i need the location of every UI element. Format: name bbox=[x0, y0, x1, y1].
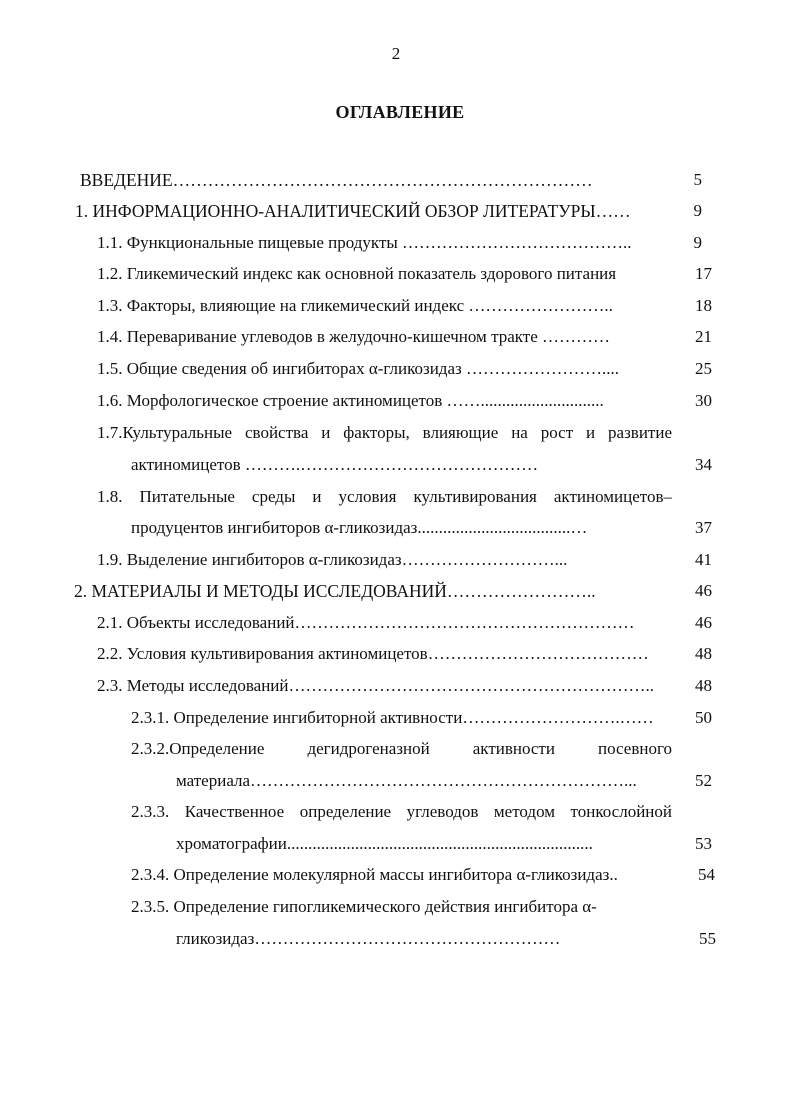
toc-leader-dots: ……….…………………………………… bbox=[240, 455, 539, 474]
toc-leader-dots: ………………………... bbox=[401, 550, 568, 569]
toc-entry-1-9 bbox=[97, 548, 672, 572]
toc-entry-2-3-3-cont bbox=[176, 832, 672, 856]
toc-entry-text: 1.4. Переваривание углеводов в желудочно-кишечном тракте bbox=[97, 327, 538, 346]
toc-entry-text-line1: 1.8. Питательные среды и условия культивирования актиномицетов– bbox=[97, 487, 672, 506]
toc-page-number: 17 bbox=[695, 264, 712, 283]
toc-page-number: 55 bbox=[699, 929, 716, 948]
toc-entry-2-3-5-cont bbox=[176, 927, 681, 951]
toc-leader-dots: ........................................................................ bbox=[286, 834, 593, 853]
toc-page-number: 5 bbox=[693, 170, 702, 189]
toc-entry-2-1 bbox=[97, 611, 672, 635]
toc-leader-dots: …………………….. bbox=[464, 296, 613, 315]
toc-entry-text: 2.3.4. Определение молекулярной массы ингибитора α-гликозидаз bbox=[131, 865, 610, 884]
toc-entry-2-3-2 bbox=[131, 737, 672, 761]
toc-entry-introduction bbox=[80, 168, 670, 192]
toc-page-number: 18 bbox=[695, 296, 712, 315]
toc-entry-1-3 bbox=[97, 294, 672, 318]
toc-entry-chapter-2 bbox=[74, 579, 672, 603]
toc-entry-text: 2. МАТЕРИАЛЫ И МЕТОДЫ ИССЛЕДОВАНИЙ bbox=[74, 581, 447, 601]
toc-leader-dots: …………………………………………………………... bbox=[250, 771, 637, 790]
toc-page-number: 52 bbox=[695, 771, 712, 790]
toc-page-number: 34 bbox=[695, 455, 712, 474]
toc-entry-text: 2.3. Методы исследований bbox=[97, 676, 289, 695]
toc-page-number: 9 bbox=[693, 233, 702, 252]
toc-entry-text: 2.3.1. Определение ингибиторной активности bbox=[131, 708, 463, 727]
toc-entry-1-4 bbox=[97, 325, 672, 349]
toc-entry-2-3-4 bbox=[131, 863, 676, 887]
toc-entry-text: 1.9. Выделение ингибиторов α-гликозидаз bbox=[97, 550, 402, 569]
toc-entry-1-8 bbox=[97, 485, 672, 509]
toc-title: ОГЛАВЛЕНИЕ bbox=[335, 102, 465, 122]
toc-entry-1-8-cont bbox=[131, 516, 671, 540]
toc-entry-text-line2: гликозидаз bbox=[176, 929, 255, 948]
toc-entry-text: 1.1. Функциональные пищевые продукты bbox=[97, 233, 398, 252]
toc-leader-dots: ………………………………… bbox=[427, 644, 649, 663]
toc-entry-text: 1.2. Гликемический индекс как основной показатель здорового питания bbox=[97, 264, 617, 283]
toc-page-number: 41 bbox=[695, 550, 712, 569]
toc-entry-text-line2: материала bbox=[176, 771, 251, 790]
toc-page-number: 48 bbox=[695, 644, 712, 663]
toc-entry-text-line2: хроматографии bbox=[176, 834, 287, 853]
toc-entry-text: 2.2. Условия культивирования актиномицетов bbox=[97, 644, 428, 663]
page-number: 2 bbox=[391, 44, 401, 63]
toc-entry-text-line2: продуцентов ингибиторов α-гликозидаз bbox=[131, 518, 418, 537]
toc-leader-dots: ……………………….…… bbox=[462, 708, 654, 727]
toc-entry-2-3-3 bbox=[131, 800, 672, 824]
toc-page-number: 25 bbox=[695, 359, 712, 378]
toc-leader-dots: ………………………………….. bbox=[397, 233, 632, 252]
toc-leader-dots: ....................................… bbox=[417, 518, 588, 537]
toc-page-number: 53 bbox=[695, 834, 712, 853]
toc-leader-dots: ………… bbox=[537, 327, 611, 346]
toc-page-number: 21 bbox=[695, 327, 712, 346]
toc-page-number: 37 bbox=[695, 518, 712, 537]
toc-entry-text: 1.6. Морфологическое строение актиномицетов bbox=[97, 391, 443, 410]
toc-entry-chapter-1 bbox=[75, 199, 680, 223]
toc-entry-2-2 bbox=[97, 642, 672, 666]
toc-page-number: 48 bbox=[695, 676, 712, 695]
toc-entry-1-5 bbox=[97, 357, 672, 381]
toc-entry-text: 1.3. Факторы, влияющие на гликемический индекс bbox=[97, 296, 465, 315]
toc-page-number: 9 bbox=[693, 201, 702, 220]
toc-entry-2-3-2-cont bbox=[176, 769, 672, 793]
toc-entry-text-line2: актиномицетов bbox=[131, 455, 241, 474]
toc-leader-dots: …………………….... bbox=[461, 359, 619, 378]
toc-leader-dots: …………………….. bbox=[446, 581, 596, 601]
toc-entry-1-7 bbox=[97, 421, 672, 445]
toc-entry-text: ВВЕДЕНИЕ bbox=[80, 170, 173, 190]
toc-leader-dots: ……………………………………………………….. bbox=[288, 676, 655, 695]
toc-entry-1-7-cont bbox=[131, 453, 671, 477]
toc-page-number: 46 bbox=[695, 613, 712, 632]
toc-page-number: 30 bbox=[695, 391, 712, 410]
toc-entry-text: 2.1. Объекты исследований bbox=[97, 613, 295, 632]
toc-leader-dots: …… bbox=[595, 201, 631, 221]
toc-entry-1-2 bbox=[97, 262, 687, 286]
toc-entry-text-line1: 1.7.Культуральные свойства и факторы, влияющие на рост и развитие bbox=[97, 423, 672, 442]
toc-leader-dots: ……............................. bbox=[442, 391, 604, 410]
toc-leader-dots: ……………………………………………… bbox=[254, 929, 561, 948]
toc-page-number: 50 bbox=[695, 708, 712, 727]
toc-entry-1-6 bbox=[97, 389, 672, 413]
toc-entry-text-line1: 2.3.3. Качественное определение углеводов методом тонкослойной bbox=[131, 802, 672, 821]
toc-entry-2-3-1 bbox=[131, 706, 672, 730]
toc-entry-text: 1. ИНФОРМАЦИОННО-АНАЛИТИЧЕСКИЙ ОБЗОР ЛИТЕРАТУРЫ bbox=[75, 201, 596, 221]
toc-leader-dots: .. bbox=[609, 865, 618, 884]
toc-leader-dots: ……………………………………………………………… bbox=[172, 170, 593, 190]
toc-entry-1-1 bbox=[97, 231, 667, 255]
toc-entry-text: 1.5. Общие сведения об ингибиторах α-гликозидаз bbox=[97, 359, 462, 378]
toc-page-number: 54 bbox=[698, 865, 715, 884]
toc-entry-text-line1: 2.3.2.Определение дегидрогеназной активности посевного bbox=[131, 739, 672, 758]
toc-entry-2-3-5 bbox=[131, 895, 672, 919]
toc-entry-2-3 bbox=[97, 674, 672, 698]
toc-entry-text-line1: 2.3.5. Определение гипогликемического действия ингибитора α- bbox=[131, 897, 597, 916]
toc-page-number: 46 bbox=[695, 581, 712, 600]
toc-leader-dots: …………………………………………………… bbox=[294, 613, 635, 632]
